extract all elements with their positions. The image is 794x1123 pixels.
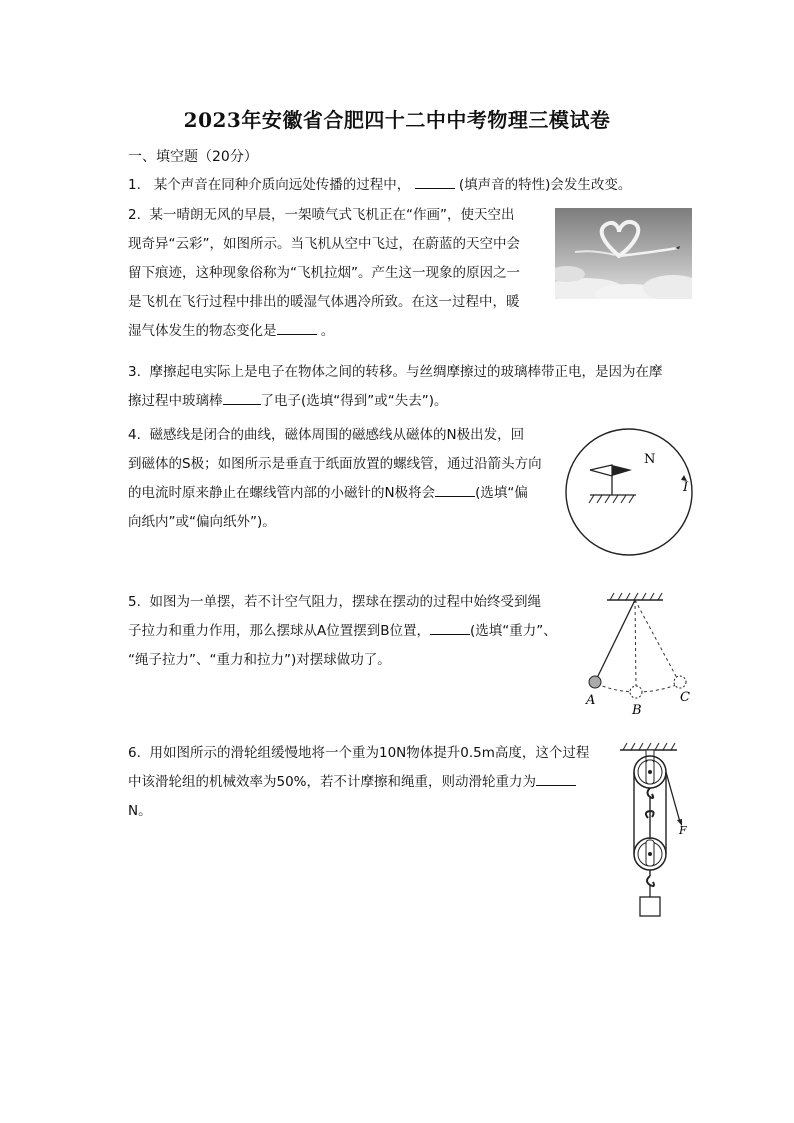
- question-line: 6. 用如图所示的滑轮组缓慢地将一个重为10N物体提升0.5m高度，这个过程: [128, 745, 590, 761]
- question-number: 1.: [128, 177, 141, 193]
- question-line: 湿气体发生的物态变化是 。: [128, 317, 520, 346]
- section-heading: 一、填空题（20分）: [128, 149, 258, 165]
- question-1: [128, 171, 631, 200]
- question-number: 2.: [128, 207, 141, 223]
- answer-blank[interactable]: [430, 620, 470, 635]
- pendulum-diagram: [580, 588, 700, 720]
- question-line: 擦过程中玻璃棒 了电子(选填“得到”或“失去”)。: [128, 387, 662, 416]
- airplane-smoke-photo: [555, 208, 692, 299]
- force-label: F: [679, 824, 687, 837]
- exam-title: 2023年安徽省合肥四十二中中考物理三模试卷: [183, 108, 611, 132]
- question-line: 2. 某一晴朗无风的早晨，一架喷气式飞机正在“作画”，使天空出: [128, 207, 515, 223]
- question-3: [128, 358, 662, 416]
- current-label: I: [683, 480, 689, 495]
- answer-blank[interactable]: [435, 482, 475, 497]
- answer-blank[interactable]: [536, 771, 576, 786]
- answer-blank[interactable]: [415, 174, 455, 189]
- answer-blank[interactable]: [223, 390, 261, 405]
- question-line: 3. 摩擦起电实际上是电子在物体之间的转移。与丝绸摩擦过的玻璃棒带正电，是因为在摩: [128, 364, 663, 380]
- question-line: 留下痕迹，这种现象俗称为“飞机拉烟”。产生这一现象的原因之一: [128, 265, 520, 281]
- question-number: 6.: [128, 745, 141, 761]
- question-line: 子拉力和重力作用，那么摆球从A位置摆到B位置， (选填“重力”、: [128, 617, 557, 646]
- question-6: [128, 739, 589, 826]
- question-line: 的电流时原来静止在螺线管内部的小磁针的N极将会 (选填“偏: [128, 479, 542, 508]
- north-pole-label: N: [644, 452, 656, 467]
- position-b-label: B: [632, 703, 642, 718]
- question-line: 向纸内”或“偏向纸外”)。: [128, 514, 276, 530]
- position-c-label: C: [680, 690, 690, 705]
- question-line: 4. 磁感线是闭合的曲线，磁体周围的磁感线从磁体的N极出发，回: [128, 427, 525, 443]
- question-line: N。: [128, 803, 152, 819]
- question-number: 5.: [128, 594, 141, 610]
- question-number: 4.: [128, 427, 141, 443]
- question-line: 到磁体的S极；如图所示是垂直于纸面放置的螺线管，通过沿箭头方向: [128, 456, 542, 472]
- question-2: [128, 201, 520, 346]
- question-line: 现奇异“云彩”，如图所示。当飞机从空中飞过，在蔚蓝的天空中会: [128, 236, 520, 252]
- question-line: 是飞机在飞行过程中排出的暖湿气体遇冷所致。在这一过程中，暖: [128, 294, 520, 310]
- question-line: 5. 如图为一单摆，若不计空气阻力，摆球在摆动的过程中始终受到绳: [128, 594, 541, 610]
- answer-blank[interactable]: [277, 320, 317, 335]
- pulley-system-diagram: [615, 742, 695, 920]
- question-4: [128, 421, 542, 537]
- position-a-label: A: [586, 693, 596, 708]
- question-line: 1. 某个声音在同种介质向远处传播的过程中， (填声音的特性)会发生改变。: [128, 171, 631, 200]
- question-line: 中该滑轮组的机械效率为50%，若不计摩擦和绳重，则动滑轮重力为: [128, 768, 589, 797]
- question-number: 3.: [128, 364, 141, 380]
- solenoid-compass-diagram: [562, 425, 696, 559]
- question-5: [128, 588, 557, 675]
- question-line: “绳子拉力”、“重力和拉力”)对摆球做功了。: [128, 652, 391, 668]
